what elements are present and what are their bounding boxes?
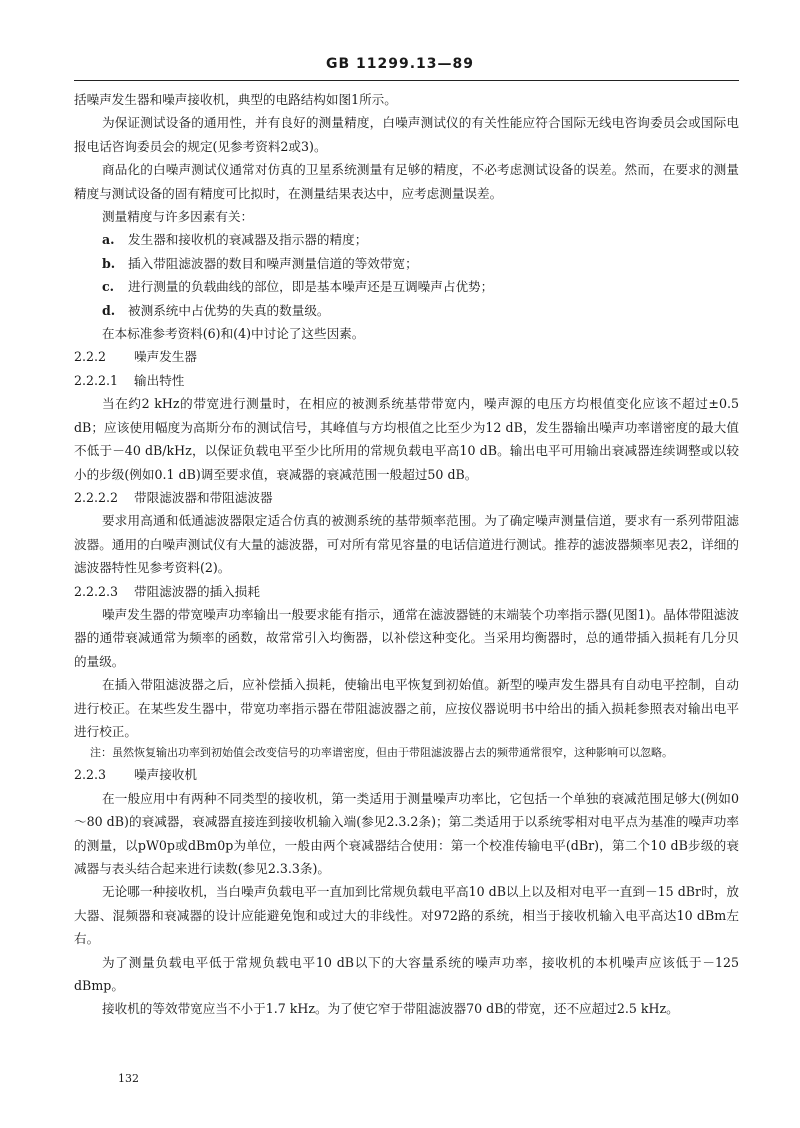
list-item-d	[74, 299, 739, 322]
section-heading-2-2-3	[74, 763, 739, 786]
document-body	[74, 88, 739, 1021]
note: 注：虽然恢复输出功率到初始值会改变信号的功率谱密度，但由于带阻滤波器占去的频带通常很窄，这种影响可以忽略。	[90, 746, 673, 760]
paragraph-4: 测量精度与许多因素有关：	[102, 209, 254, 225]
section-heading-2-2-2-1	[74, 369, 739, 392]
page-number: 132	[118, 1072, 139, 1085]
paragraph-2: 为保证测试设备的通用性，并有良好的测量精度，白噪声测试仪的有关性能应符合国际无线电咨询委员会或国际电报电话咨询委员会的规定(见参考资料2或3)。	[74, 115, 739, 154]
list-item-c	[74, 275, 739, 298]
paragraph-13: 接收机的等效带宽应当不小于1.7 kHz。为了使它窄于带阻滤波器70 dB的带宽，还不应超过2.5 kHz。	[102, 1001, 679, 1017]
paragraph-9: 在插入带阻滤波器之后，应补偿插入损耗，使输出电平恢复到初始值。新型的噪声发生器具有自动电平控制，自动进行校正。在某些发生器中，带宽功率指示器在带阻滤波器之前，应按仪器说明书中给出的插入损耗参照表对输出电平进行校正。	[74, 677, 739, 739]
paragraph-6: 当在约2 kHz的带宽进行测量时，在相应的被测系统基带带宽内，噪声源的电压方均根值变化应该不超过±0.5 dB；应该使用幅度为高斯分布的测试信号，其峰值与方均根值之比至少为12 dB，发生器输出噪声功率谱密度的最大值不低于－40 dB/kHz，以保证负载电平至少比所用的常规负载电平高10 dB。输出电平可用输出衰减器连续调整或以较小的步级(例如0.1 dB)调至要求值，衰减器的衰减范围一般超过50 dB。	[74, 396, 739, 482]
list-item-text: 插入带阻滤波器的数目和噪声测量信道的等效带宽；	[128, 255, 418, 271]
section-title: 噪声接收机	[134, 767, 197, 783]
paragraph-5: 在本标准参考资料(6)和(4)中讨论了这些因素。	[102, 326, 365, 342]
list-item-a	[74, 228, 739, 251]
list-marker: b.	[102, 255, 116, 271]
paragraph-3: 商品化的白噪声测试仪通常对仿真的卫星系统测量有足够的精度，不必考虑测试设备的误差。然而，在要求的测量精度与测试设备的固有精度可比拟时，在测量结果表达中，应考虑测量误差。	[74, 162, 739, 201]
section-number: 2.2.3	[74, 767, 107, 783]
section-heading-2-2-2-2	[74, 486, 739, 509]
list-marker: c.	[102, 279, 115, 295]
section-title: 带限滤波器和带阻滤波器	[134, 489, 273, 505]
section-number: 2.2.2.1	[74, 372, 119, 388]
section-title: 带阻滤波器的插入损耗	[134, 583, 260, 599]
list-marker: a.	[102, 232, 115, 248]
list-item-text: 发生器和接收机的衰减器及指示器的精度；	[128, 232, 368, 248]
list-item-text: 被测系统中占优势的失真的数量级。	[128, 302, 330, 318]
paragraph-1: 括噪声发生器和噪声接收机，典型的电路结构如图1所示。	[74, 92, 397, 107]
section-number: 2.2.2.3	[74, 583, 119, 599]
section-title: 输出特性	[134, 372, 185, 388]
paragraph-12: 为了测量负载电平低于常规负载电平10 dB以下的大容量系统的噪声功率，接收机的本机噪声应该低于－125 dBmp。	[74, 954, 739, 994]
section-heading-2-2-2-3	[74, 580, 739, 603]
section-heading-2-2-2	[74, 345, 739, 368]
paragraph-8: 噪声发生器的带宽噪声功率输出一般要求能有指示，通常在滤波器链的末端装个功率指示器(见图1)。晶体带阻滤波器的通带衰减通常为频率的函数，故常常引入均衡器，以补偿这种变化。当采用均衡器时，总的通带插入损耗有几分贝的量级。	[74, 606, 739, 669]
section-number: 2.2.2	[74, 349, 107, 365]
header-rule	[74, 80, 739, 81]
section-title: 噪声发生器	[134, 349, 197, 365]
paragraph-7: 要求用高通和低通滤波器限定适合仿真的被测系统的基带频率范围。为了确定噪声测量信道，要求有一系列带阻滤波器。通用的白噪声测试仪有大量的滤波器，可对所有常见容量的电话信道进行测试。推荐的滤波器频率见表2，详细的滤波器特性见参考资料(2)。	[74, 513, 739, 576]
list-marker: d.	[102, 302, 116, 318]
paragraph-10: 在一般应用中有两种不同类型的接收机，第一类适用于测量噪声功率比，它包括一个单独的衰减范围足够大(例如0～80 dB)的衰减器，衰减器直接连到接收机输入端(参见2.3.2条)；第二类适用于以系统零相对电平点为基准的噪声功率的测量，以pW0p或dBm0p为单位，一般由两个衰减器结合使用：第一个校准传输电平(dBr)，第二个10 dB步级的衰减器与表头结合起来进行读数(参见2.3.3条)。	[74, 790, 739, 876]
paragraph-11: 无论哪一种接收机，当白噪声负载电平一直加到比常规负载电平高10 dB以上以及相对电平一直到－15 dBr时，放大器、混频器和衰减器的设计应能避免饱和或过大的非线性。对972路的系统，相当于接收机输入电平高达10 dBm左右。	[74, 884, 739, 947]
section-number: 2.2.2.2	[74, 489, 119, 505]
list-item-text: 进行测量的负载曲线的部位，即是基本噪声还是互调噪声占优势；	[128, 279, 494, 295]
standard-number-header: GB 11299.13—89	[325, 56, 475, 72]
list-item-b	[74, 252, 739, 275]
